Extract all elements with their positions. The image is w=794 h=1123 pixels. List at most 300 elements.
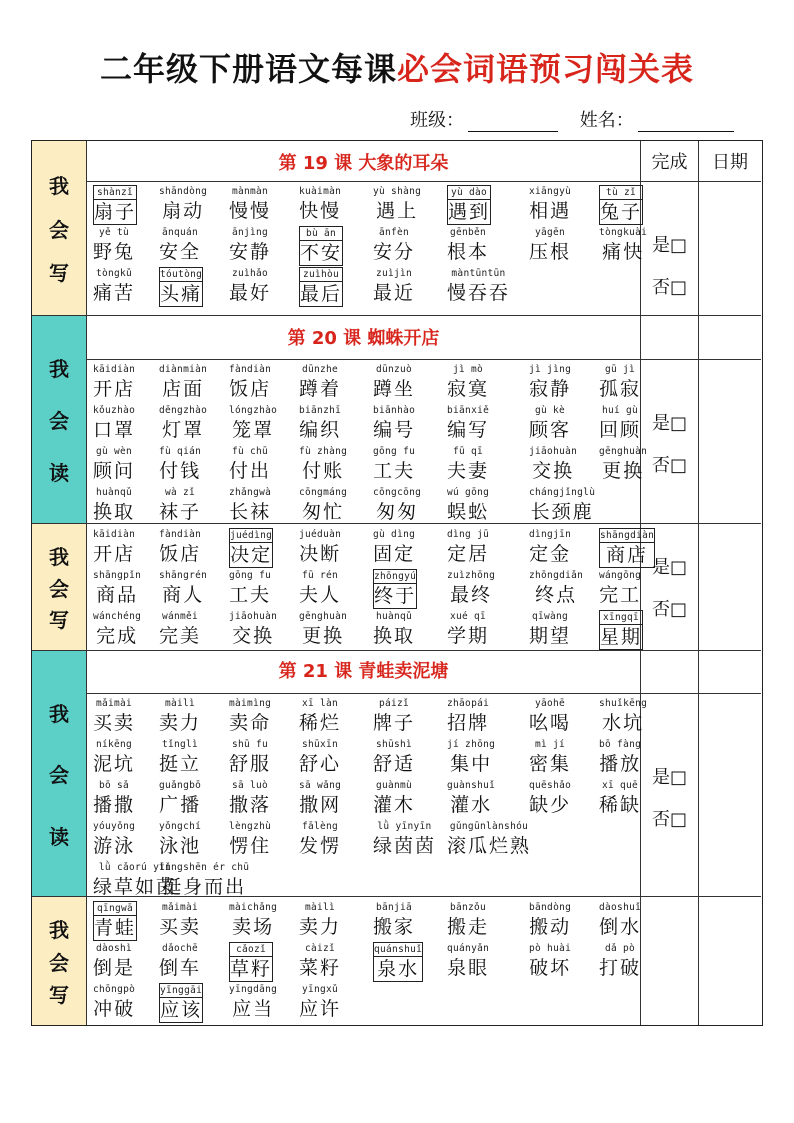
pinyin: mì jí	[534, 739, 566, 750]
pinyin: sā luò	[231, 780, 269, 791]
pinyin: biānhào	[373, 405, 416, 416]
word	[93, 363, 135, 401]
hanzi: 换取	[93, 501, 136, 523]
section-label-char: 我	[49, 701, 69, 726]
word	[93, 486, 135, 524]
pinyin: cōngmáng	[299, 487, 348, 498]
hanzi: 泥坑	[93, 753, 136, 775]
word	[447, 226, 489, 264]
word	[299, 942, 341, 980]
hanzi: 野兔	[93, 241, 136, 263]
hanzi: 吆喝	[529, 712, 572, 734]
pinyin: kāidiàn	[93, 529, 136, 540]
pinyin: gǔngūnlànshóu	[449, 821, 529, 832]
pinyin: zuìhòu	[300, 268, 342, 282]
pinyin: wà zǐ	[164, 487, 196, 498]
pinyin: chángjǐnglù	[529, 487, 596, 498]
pinyin: yù dào	[448, 186, 490, 200]
hanzi: 编写	[447, 419, 490, 441]
word-line	[93, 901, 641, 942]
hanzi: 顾客	[529, 419, 572, 441]
word	[529, 569, 583, 607]
pinyin: shāngrén	[159, 570, 208, 581]
pinyin: dìng jū	[447, 529, 490, 540]
hanzi: 交换	[532, 460, 575, 482]
hanzi: 舒适	[373, 753, 416, 775]
section-label	[32, 316, 87, 523]
class-label: 班级：	[410, 110, 464, 131]
hanzi: 青蛙	[94, 917, 137, 939]
word	[529, 445, 577, 483]
word	[447, 404, 489, 442]
boxed-word	[229, 942, 273, 982]
hanzi: 付账	[302, 460, 345, 482]
hanzi: 舒心	[299, 753, 342, 775]
lesson-divider	[699, 359, 761, 360]
word	[447, 942, 489, 980]
word-line	[93, 363, 641, 404]
pinyin: bānjiā	[375, 902, 413, 913]
hanzi: 口罩	[93, 419, 136, 441]
yes-checkbox[interactable]: 是□	[651, 766, 687, 788]
word-line	[93, 697, 648, 738]
word	[93, 983, 135, 1021]
pinyin: zhāopái	[447, 698, 490, 709]
word	[299, 820, 341, 858]
hanzi: 卖场	[232, 916, 275, 938]
word	[599, 942, 641, 980]
pinyin: qīwàng	[531, 611, 569, 622]
hanzi: 店面	[162, 378, 205, 400]
section-content	[87, 141, 648, 315]
word	[529, 901, 571, 939]
word	[373, 226, 415, 264]
boxed-word	[159, 267, 203, 307]
pinyin: dàoshì	[95, 943, 133, 954]
pinyin: gù dìng	[373, 529, 416, 540]
hanzi: 应许	[299, 998, 342, 1020]
word	[229, 569, 271, 607]
boxed-word	[599, 610, 643, 650]
hanzi: 编号	[373, 419, 416, 441]
word	[373, 363, 415, 401]
word-line	[93, 861, 641, 902]
section-label-char: 会	[49, 950, 69, 975]
word	[529, 779, 571, 817]
no-checkbox[interactable]: 否□	[651, 808, 687, 830]
pinyin: yīngxǔ	[301, 984, 339, 995]
pinyin: xī quē	[601, 780, 639, 791]
class-blank[interactable]	[468, 112, 558, 132]
pinyin: yóuyǒng	[93, 821, 136, 832]
section-label-char: 会	[49, 763, 69, 787]
hanzi: 痛快	[602, 241, 645, 263]
word	[373, 404, 415, 442]
completion-cell	[641, 524, 699, 650]
pinyin: gù kè	[534, 405, 566, 416]
word	[159, 363, 207, 401]
pinyin: juédìng	[230, 530, 273, 541]
hanzi: 孤寂	[599, 378, 642, 400]
pinyin: zhǎngwà	[229, 487, 272, 498]
pinyin: shūshì	[375, 739, 413, 750]
section-content	[87, 897, 641, 1025]
hanzi: 完成	[96, 625, 139, 647]
word	[299, 697, 341, 735]
section-label	[32, 651, 87, 896]
hanzi: 稀烂	[299, 712, 342, 734]
hanzi: 应当	[232, 998, 275, 1020]
hanzi: 回顾	[599, 419, 642, 441]
vocab-table	[31, 140, 763, 1026]
pinyin: diànmiàn	[159, 364, 208, 375]
hanzi: 密集	[529, 753, 572, 775]
no-checkbox[interactable]: 否□	[651, 277, 687, 298]
pinyin: xīngqī	[600, 611, 642, 625]
pinyin: shāndòng	[159, 186, 208, 197]
pinyin: gū jì	[604, 364, 636, 375]
pinyin: bānzǒu	[449, 902, 487, 913]
word	[229, 404, 277, 442]
hanzi: 打破	[599, 957, 642, 979]
word-line	[93, 942, 641, 983]
hanzi: 长袜	[229, 501, 272, 523]
hanzi: 慢慢	[229, 200, 272, 222]
word-line	[93, 185, 641, 226]
section-label-char: 我	[49, 544, 69, 569]
pinyin: gōng fu	[229, 570, 272, 581]
word	[447, 738, 495, 776]
pinyin: shūxīn	[301, 739, 339, 750]
hanzi: 更换	[302, 625, 345, 647]
section-label-char: 读	[49, 461, 69, 485]
hanzi: 交换	[232, 625, 275, 647]
section-row	[32, 316, 761, 524]
hanzi: 夫妻	[447, 460, 490, 482]
hanzi: 完工	[599, 584, 642, 606]
hanzi: 卖力	[159, 712, 202, 734]
section-label-char: 我	[49, 173, 69, 198]
hanzi: 泳池	[159, 835, 202, 857]
hanzi: 定金	[529, 543, 572, 565]
pinyin: xué qī	[449, 611, 487, 622]
word	[447, 779, 495, 817]
hanzi: 终于	[374, 585, 417, 607]
lesson-title: 第 19 课 大象的耳朵	[278, 153, 449, 174]
pinyin: jì jìng	[529, 364, 572, 375]
pinyin: màimìng	[229, 698, 272, 709]
word	[599, 569, 641, 607]
section-label-char: 读	[49, 824, 69, 849]
pinyin: fù zhàng	[299, 446, 348, 457]
word	[529, 185, 571, 223]
hanzi: 商店	[606, 544, 649, 566]
pinyin: zuìhǎo	[231, 268, 269, 279]
hanzi: 绿茵茵	[373, 835, 437, 857]
word	[447, 820, 531, 858]
no-checkbox[interactable]: 否□	[651, 599, 687, 620]
pinyin: gù wèn	[95, 446, 133, 457]
hanzi: 商人	[162, 584, 205, 606]
lesson-divider	[87, 181, 640, 182]
pinyin: yāohē	[534, 698, 566, 709]
pinyin: bù ān	[300, 227, 342, 241]
hanzi: 泉水	[377, 958, 420, 980]
pinyin: lǜ yīnyīn	[377, 821, 432, 832]
boxed-word	[93, 185, 137, 225]
pinyin: chōngpò	[93, 984, 136, 995]
hanzi: 广播	[159, 794, 202, 816]
hanzi: 期望	[529, 625, 572, 647]
word	[229, 738, 271, 776]
hanzi: 压根	[529, 241, 572, 263]
word	[529, 942, 571, 980]
pinyin: mànmàn	[231, 186, 269, 197]
boxed-word	[159, 983, 203, 1023]
word	[447, 528, 489, 566]
pinyin: tù zǐ	[600, 186, 642, 200]
word	[93, 820, 135, 858]
pinyin: fālèng	[301, 821, 339, 832]
word	[529, 697, 571, 735]
word-line	[93, 445, 648, 486]
pinyin: màntūntūn	[451, 268, 506, 279]
pinyin: shuǐkēng	[599, 698, 648, 709]
word-line	[93, 267, 641, 308]
word	[93, 610, 141, 648]
word	[299, 445, 347, 483]
word	[529, 404, 571, 442]
lesson-divider	[641, 359, 698, 360]
section-label-char: 会	[49, 217, 69, 242]
pinyin: shāngpǐn	[93, 570, 142, 581]
hanzi: 最后	[300, 283, 343, 305]
hanzi: 安静	[229, 241, 272, 263]
pinyin: páizǐ	[378, 698, 410, 709]
pinyin: wánměi	[161, 611, 199, 622]
section-label-char: 写	[49, 261, 69, 286]
pinyin: yù shàng	[373, 186, 422, 197]
pinyin: fàndiàn	[229, 364, 272, 375]
word	[93, 528, 135, 566]
word	[159, 942, 201, 980]
pinyin: màichǎng	[229, 902, 278, 913]
header-divider	[699, 181, 761, 182]
page-title: 二年级下册语文每课必会词语预习闯关表	[99, 50, 695, 88]
hanzi: 匆匆	[376, 501, 419, 523]
hanzi: 草籽	[230, 958, 273, 980]
no-checkbox[interactable]: 否□	[651, 455, 687, 476]
pinyin: xī làn	[301, 698, 339, 709]
section-label-char: 会	[49, 576, 69, 601]
word	[159, 486, 201, 524]
pinyin: màilì	[304, 902, 336, 913]
word	[529, 226, 571, 264]
pinyin: quēshǎo	[529, 780, 572, 791]
word-line	[93, 528, 655, 569]
pinyin: dǎ pò	[604, 943, 636, 954]
pinyin: lóngzhào	[229, 405, 278, 416]
pinyin: fū rén	[301, 570, 339, 581]
word	[159, 445, 201, 483]
hanzi: 倒是	[93, 957, 136, 979]
hanzi: 学期	[447, 625, 490, 647]
word	[599, 901, 641, 939]
pinyin: fàndiàn	[159, 529, 202, 540]
student-info	[410, 106, 734, 132]
hanzi: 遇上	[376, 200, 419, 222]
completion-cell	[641, 651, 699, 896]
date-cell[interactable]	[699, 897, 761, 1025]
pinyin: cōngcōng	[373, 487, 422, 498]
date-cell[interactable]	[699, 651, 761, 896]
boxed-word	[299, 267, 343, 307]
pinyin: dìngjīn	[529, 529, 572, 540]
lesson-divider	[87, 359, 640, 360]
hanzi: 灌水	[450, 794, 493, 816]
boxed-word	[299, 226, 343, 266]
boxed-word	[373, 569, 417, 609]
date-cell[interactable]	[699, 316, 761, 523]
word-line	[93, 983, 641, 1024]
hanzi: 稀缺	[599, 794, 642, 816]
word	[93, 738, 135, 776]
word	[229, 486, 271, 524]
pinyin: qīngwā	[94, 902, 136, 916]
hanzi: 愣住	[229, 835, 272, 857]
word	[229, 185, 271, 223]
word	[299, 404, 341, 442]
pinyin: mǎimài	[95, 698, 133, 709]
date-cell[interactable]	[699, 524, 761, 650]
yes-checkbox[interactable]: 是□	[651, 235, 687, 256]
hanzi: 倒车	[159, 957, 202, 979]
pinyin: guànmù	[375, 780, 413, 791]
date-header: 日期	[712, 152, 748, 173]
hanzi: 泉眼	[447, 957, 490, 979]
hanzi: 兔子	[600, 201, 643, 223]
word	[529, 486, 595, 524]
hanzi: 蹲着	[299, 378, 342, 400]
pinyin: jì mò	[452, 364, 484, 375]
yes-checkbox[interactable]: 是□	[651, 557, 687, 578]
word	[159, 697, 201, 735]
word	[599, 738, 641, 776]
completion-cell	[641, 897, 699, 1025]
hanzi: 搬动	[529, 916, 572, 938]
pinyin: wú gōng	[447, 487, 490, 498]
pinyin: yāgēn	[534, 227, 566, 238]
section-content	[87, 651, 648, 898]
boxed-word	[447, 185, 491, 225]
hanzi: 决断	[299, 543, 342, 565]
hanzi: 冲破	[93, 998, 136, 1020]
word	[159, 861, 249, 899]
pinyin: shāngdiàn	[600, 530, 655, 541]
pinyin: níkēng	[95, 739, 133, 750]
word	[159, 569, 207, 607]
hanzi: 头痛	[160, 283, 203, 305]
word	[299, 486, 347, 524]
word	[93, 267, 135, 305]
hanzi: 缺少	[529, 794, 572, 816]
section-row	[32, 141, 761, 316]
word	[373, 697, 415, 735]
pinyin: yǒngchí	[159, 821, 202, 832]
word-line	[93, 226, 648, 267]
pinyin: juéduàn	[299, 529, 342, 540]
pinyin: tóutòng	[160, 269, 203, 280]
word	[373, 820, 436, 858]
word	[93, 404, 135, 442]
word	[159, 610, 201, 648]
hanzi: 搬家	[373, 916, 416, 938]
pinyin: guǎngbō	[159, 780, 202, 791]
word	[159, 528, 201, 566]
word	[447, 901, 489, 939]
hanzi: 开店	[93, 543, 136, 565]
hanzi: 付出	[229, 460, 272, 482]
section-row	[32, 897, 761, 1025]
pinyin: ānjìng	[231, 227, 269, 238]
word-line	[93, 738, 641, 779]
word	[93, 779, 135, 817]
pinyin: lèngzhù	[229, 821, 272, 832]
name-blank[interactable]	[638, 112, 734, 132]
word	[373, 486, 421, 524]
hanzi: 定居	[447, 543, 490, 565]
hanzi: 工夫	[229, 584, 272, 606]
pinyin: mǎimài	[161, 902, 199, 913]
word	[159, 185, 207, 223]
word	[529, 738, 571, 776]
hanzi: 灯罩	[162, 419, 205, 441]
hanzi: 编织	[299, 419, 342, 441]
hanzi: 饭店	[159, 543, 202, 565]
word	[599, 779, 641, 817]
word	[159, 820, 201, 858]
yes-checkbox[interactable]: 是□	[651, 413, 687, 434]
pinyin: gēnghuàn	[299, 611, 348, 622]
pinyin: fù qián	[159, 446, 202, 457]
word	[93, 569, 141, 607]
hanzi: 买卖	[159, 916, 202, 938]
word	[447, 569, 495, 607]
word	[299, 185, 341, 223]
date-cell[interactable]	[699, 141, 761, 315]
hanzi: 水坑	[602, 712, 645, 734]
hanzi: 袜子	[159, 501, 202, 523]
hanzi: 播撒	[93, 794, 136, 816]
pinyin: biānzhī	[299, 405, 342, 416]
section-label	[32, 897, 87, 1025]
hanzi: 应该	[160, 999, 203, 1021]
hanzi: 寂静	[529, 378, 572, 400]
pinyin: sā wǎng	[299, 780, 342, 791]
pinyin: kuàimàn	[299, 186, 342, 197]
word	[229, 267, 271, 305]
word	[299, 983, 341, 1021]
hanzi: 夫人	[299, 584, 342, 606]
lesson-title: 第 21 课 青蛙卖泥塘	[278, 661, 449, 682]
hanzi: 顾问	[93, 460, 136, 482]
word-line	[93, 404, 641, 445]
pinyin: zhōngyú	[374, 571, 417, 582]
hanzi: 工夫	[373, 460, 416, 482]
hanzi: 最终	[450, 584, 493, 606]
hanzi: 相遇	[529, 200, 572, 222]
pinyin: biānxiě	[447, 405, 490, 416]
